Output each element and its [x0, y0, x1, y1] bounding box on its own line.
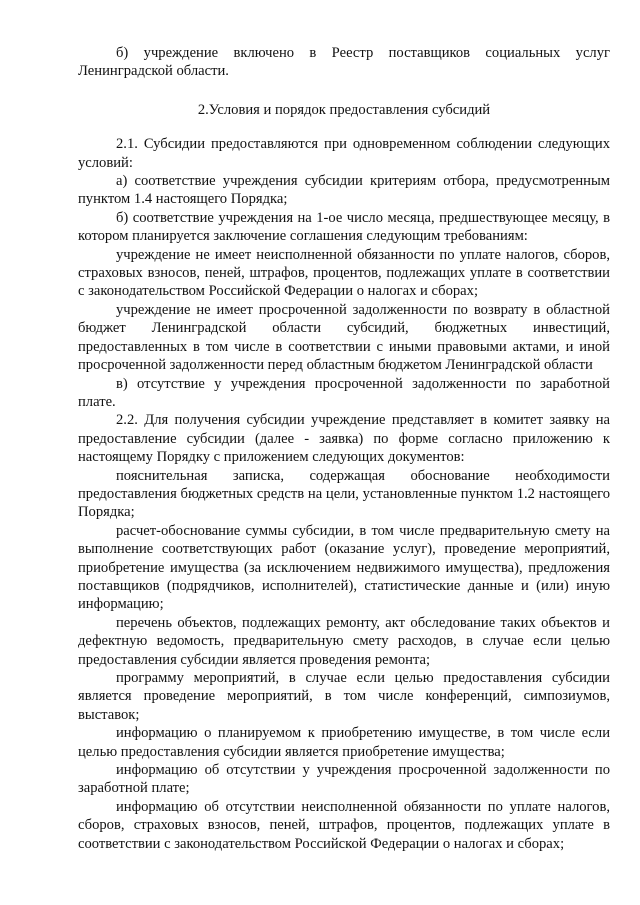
- paragraph-repair-list: перечень объектов, подлежащих ремонту, акт обследование таких объектов и дефектную ведомость, предварительную смету расходов, в случае если целью предоставления субсидии является проведения ремонта;: [78, 614, 610, 668]
- paragraph-calculation: расчет-обоснование суммы субсидии, в том числе предварительную смету на выполнение соответствующих работ (оказание услуг), проведение мероприятий, приобретение имущества (за исключением недвижимого имущества), предложения поставщиков (подрядчиков, исполнителей), статистические данные и (или) иную информацию;: [78, 522, 610, 613]
- paragraph-condition-a: а) соответствие учреждения субсидии критериям отбора, предусмотренным пунктом 1.4 настоящего Порядка;: [78, 173, 610, 208]
- paragraph-tax-obligation-info: информацию об отсутствии неисполненной обязанности по уплате налогов, сборов, страховых взносов, пеней, штрафов, процентов, подлежащих уплате в соответствии с законодательством Российской Федерации о налогах и сборах;: [78, 798, 610, 852]
- paragraph-salary-debt-info: информацию об отсутствии у учреждения просроченной задолженности по заработной плате;: [78, 762, 610, 797]
- paragraph-2-1: 2.1. Субсидии предоставляются при одновременном соблюдении следующих условий:: [78, 136, 610, 171]
- paragraph-2-2: 2.2. Для получения субсидии учреждение представляет в комитет заявку на предоставление субсидии (далее - заявка) по форме согласно приложению к настоящему Порядку с приложением следующих документов:: [78, 412, 610, 466]
- paragraph-no-tax-debt: учреждение не имеет неисполненной обязанности по уплате налогов, сборов, страховых взносов, пеней, штрафов, процентов, подлежащих уплате в соответствии с законодательством Российской Федерации о налогах и сборах;: [78, 246, 610, 300]
- paragraph-no-budget-debt: учреждение не имеет просроченной задолженности по возврату в областной бюджет Ленинградской области субсидий, бюджетных инвестиций, предоставленных в том числе в соответствии с иными правовыми актами, и иной просроченной задолженности перед областным бюджетом Ленинградской области: [78, 301, 610, 374]
- paragraph-event-program: программу мероприятий, в случае если целью предоставления субсидии является проведение мероприятий, в том числе конференций, симпозиумов, выставок;: [78, 670, 610, 723]
- paragraph-condition-c: в) отсутствие у учреждения просроченной задолженности по заработной плате.: [78, 375, 610, 410]
- document-page: [78, 44, 610, 853]
- section-title: 2.Условия и порядок предоставления субсидий: [197, 101, 491, 118]
- paragraph-explanatory-note: пояснительная записка, содержащая обоснование необходимости предоставления бюджетных средств на цели, установленные пунктом 1.2 настоящего Порядка;: [78, 467, 610, 521]
- paragraph-condition-b: б) соответствие учреждения на 1-ое число месяца, предшествующее месяцу, в котором планируется заключение соглашения следующим требованиям:: [78, 209, 610, 245]
- intro-paragraph: б) учреждение включено в Реестр поставщиков социальных услуг Ленинградской области.: [78, 45, 610, 80]
- paragraph-property-info: информацию о планируемом к приобретению имуществе, в том числе если целью предоставления субсидии является приобретение имущества;: [78, 725, 610, 760]
